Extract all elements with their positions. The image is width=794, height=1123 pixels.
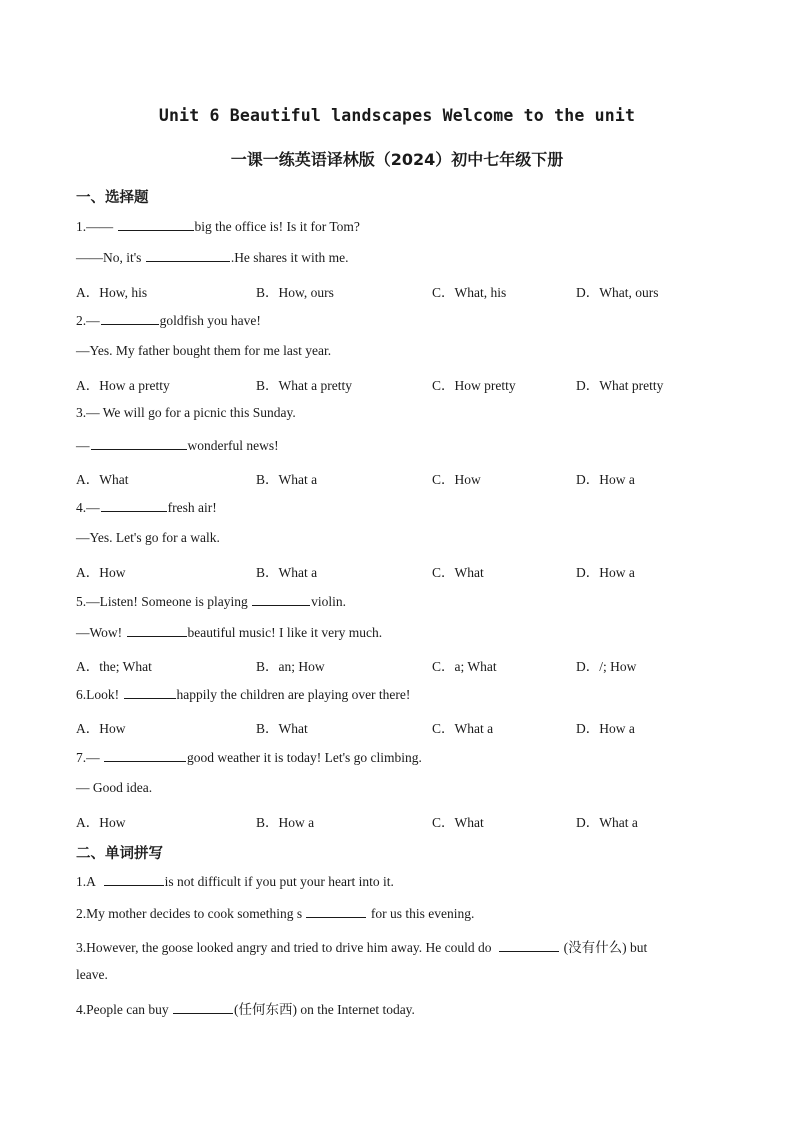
q2-option-b[interactable]: B．What a pretty bbox=[256, 378, 352, 393]
question-4-line-1: 4.— fresh air! bbox=[76, 500, 217, 515]
q4-option-b[interactable]: B．What a bbox=[256, 565, 318, 580]
answer-blank[interactable] bbox=[127, 624, 187, 637]
q3-option-a[interactable]: A．What bbox=[76, 472, 129, 487]
q5-option-a[interactable]: A．the; What bbox=[76, 659, 152, 674]
question-3-line-2: — wonderful news! bbox=[76, 438, 279, 453]
question-5-line-1: 5.—Listen! Someone is playing violin. bbox=[76, 594, 346, 609]
answer-blank[interactable] bbox=[91, 437, 187, 450]
section-heading-spelling: 二、单词拼写 bbox=[76, 846, 163, 862]
answer-blank[interactable] bbox=[104, 873, 164, 886]
q3-option-b[interactable]: B．What a bbox=[256, 472, 318, 487]
question-1-line-1: 1.—— big the office is! Is it for Tom? bbox=[76, 219, 360, 234]
q4-option-d[interactable]: D．How a bbox=[576, 565, 635, 580]
q5-option-b[interactable]: B．an; How bbox=[256, 659, 325, 674]
answer-blank[interactable] bbox=[118, 218, 194, 231]
spelling-3-line-1: 3.However, the goose looked angry and tried to drive him away. He could do (没有什么) but bbox=[76, 940, 648, 955]
question-2-line-2: —Yes. My father bought them for me last year. bbox=[76, 343, 332, 358]
q1-option-b[interactable]: B．How, ours bbox=[256, 285, 334, 300]
q3-option-d[interactable]: D．How a bbox=[576, 472, 635, 487]
answer-blank[interactable] bbox=[101, 312, 159, 325]
q7-option-c[interactable]: C．What bbox=[432, 815, 484, 830]
q5-option-c[interactable]: C．a; What bbox=[432, 659, 497, 674]
q6-option-c[interactable]: C．What a bbox=[432, 721, 494, 736]
question-3-line-1: 3.— We will go for a picnic this Sunday. bbox=[76, 405, 296, 420]
answer-blank[interactable] bbox=[306, 905, 366, 918]
q6-option-d[interactable]: D．How a bbox=[576, 721, 635, 736]
q3-option-c[interactable]: C．How bbox=[432, 472, 481, 487]
question-2-line-1: 2.— goldfish you have! bbox=[76, 313, 261, 328]
q4-option-a[interactable]: A．How bbox=[76, 565, 126, 580]
answer-blank[interactable] bbox=[101, 499, 167, 512]
question-7-line-2: — Good idea. bbox=[76, 780, 153, 795]
q1-option-d[interactable]: D．What, ours bbox=[576, 285, 659, 300]
q1-option-c[interactable]: C．What, his bbox=[432, 285, 507, 300]
q2-option-c[interactable]: C．How pretty bbox=[432, 378, 516, 393]
q2-option-d[interactable]: D．What pretty bbox=[576, 378, 664, 393]
spelling-1: 1.A is not difficult if you put your heart into it. bbox=[76, 874, 394, 889]
answer-blank[interactable] bbox=[124, 686, 176, 699]
question-7-line-1: 7.— good weather it is today! Let's go climbing. bbox=[76, 750, 422, 765]
page-subtitle: 一课一练英语译林版（2024）初中七年级下册 bbox=[230, 150, 564, 169]
q6-option-b[interactable]: B．What bbox=[256, 721, 308, 736]
page-title: Unit 6 Beautiful landscapes Welcome to the unit bbox=[158, 106, 636, 125]
question-1-line-2: ——No, it's .He shares it with me. bbox=[76, 250, 349, 265]
answer-blank[interactable] bbox=[146, 249, 230, 262]
section-heading-choice: 一、选择题 bbox=[76, 190, 149, 206]
spelling-3-line-2: leave. bbox=[76, 967, 108, 982]
question-4-line-2: —Yes. Let's go for a walk. bbox=[76, 530, 220, 545]
answer-blank[interactable] bbox=[252, 593, 310, 606]
q1-option-a[interactable]: A．How, his bbox=[76, 285, 148, 300]
answer-blank[interactable] bbox=[499, 939, 559, 952]
spelling-2: 2.My mother decides to cook something s for us this evening. bbox=[76, 906, 475, 921]
answer-blank[interactable] bbox=[173, 1001, 233, 1014]
q2-option-a[interactable]: A．How a pretty bbox=[76, 378, 170, 393]
q7-option-a[interactable]: A．How bbox=[76, 815, 126, 830]
q7-option-d[interactable]: D．What a bbox=[576, 815, 638, 830]
question-5-line-2: —Wow! beautiful music! I like it very much. bbox=[76, 625, 383, 640]
q5-option-d[interactable]: D．/; How bbox=[576, 659, 637, 674]
q7-option-b[interactable]: B．How a bbox=[256, 815, 315, 830]
q6-option-a[interactable]: A．How bbox=[76, 721, 126, 736]
spelling-4: 4.People can buy (任何东西) on the Internet today. bbox=[76, 1002, 415, 1017]
question-6-line-1: 6.Look! happily the children are playing over there! bbox=[76, 687, 411, 702]
answer-blank[interactable] bbox=[104, 749, 186, 762]
q4-option-c[interactable]: C．What bbox=[432, 565, 484, 580]
